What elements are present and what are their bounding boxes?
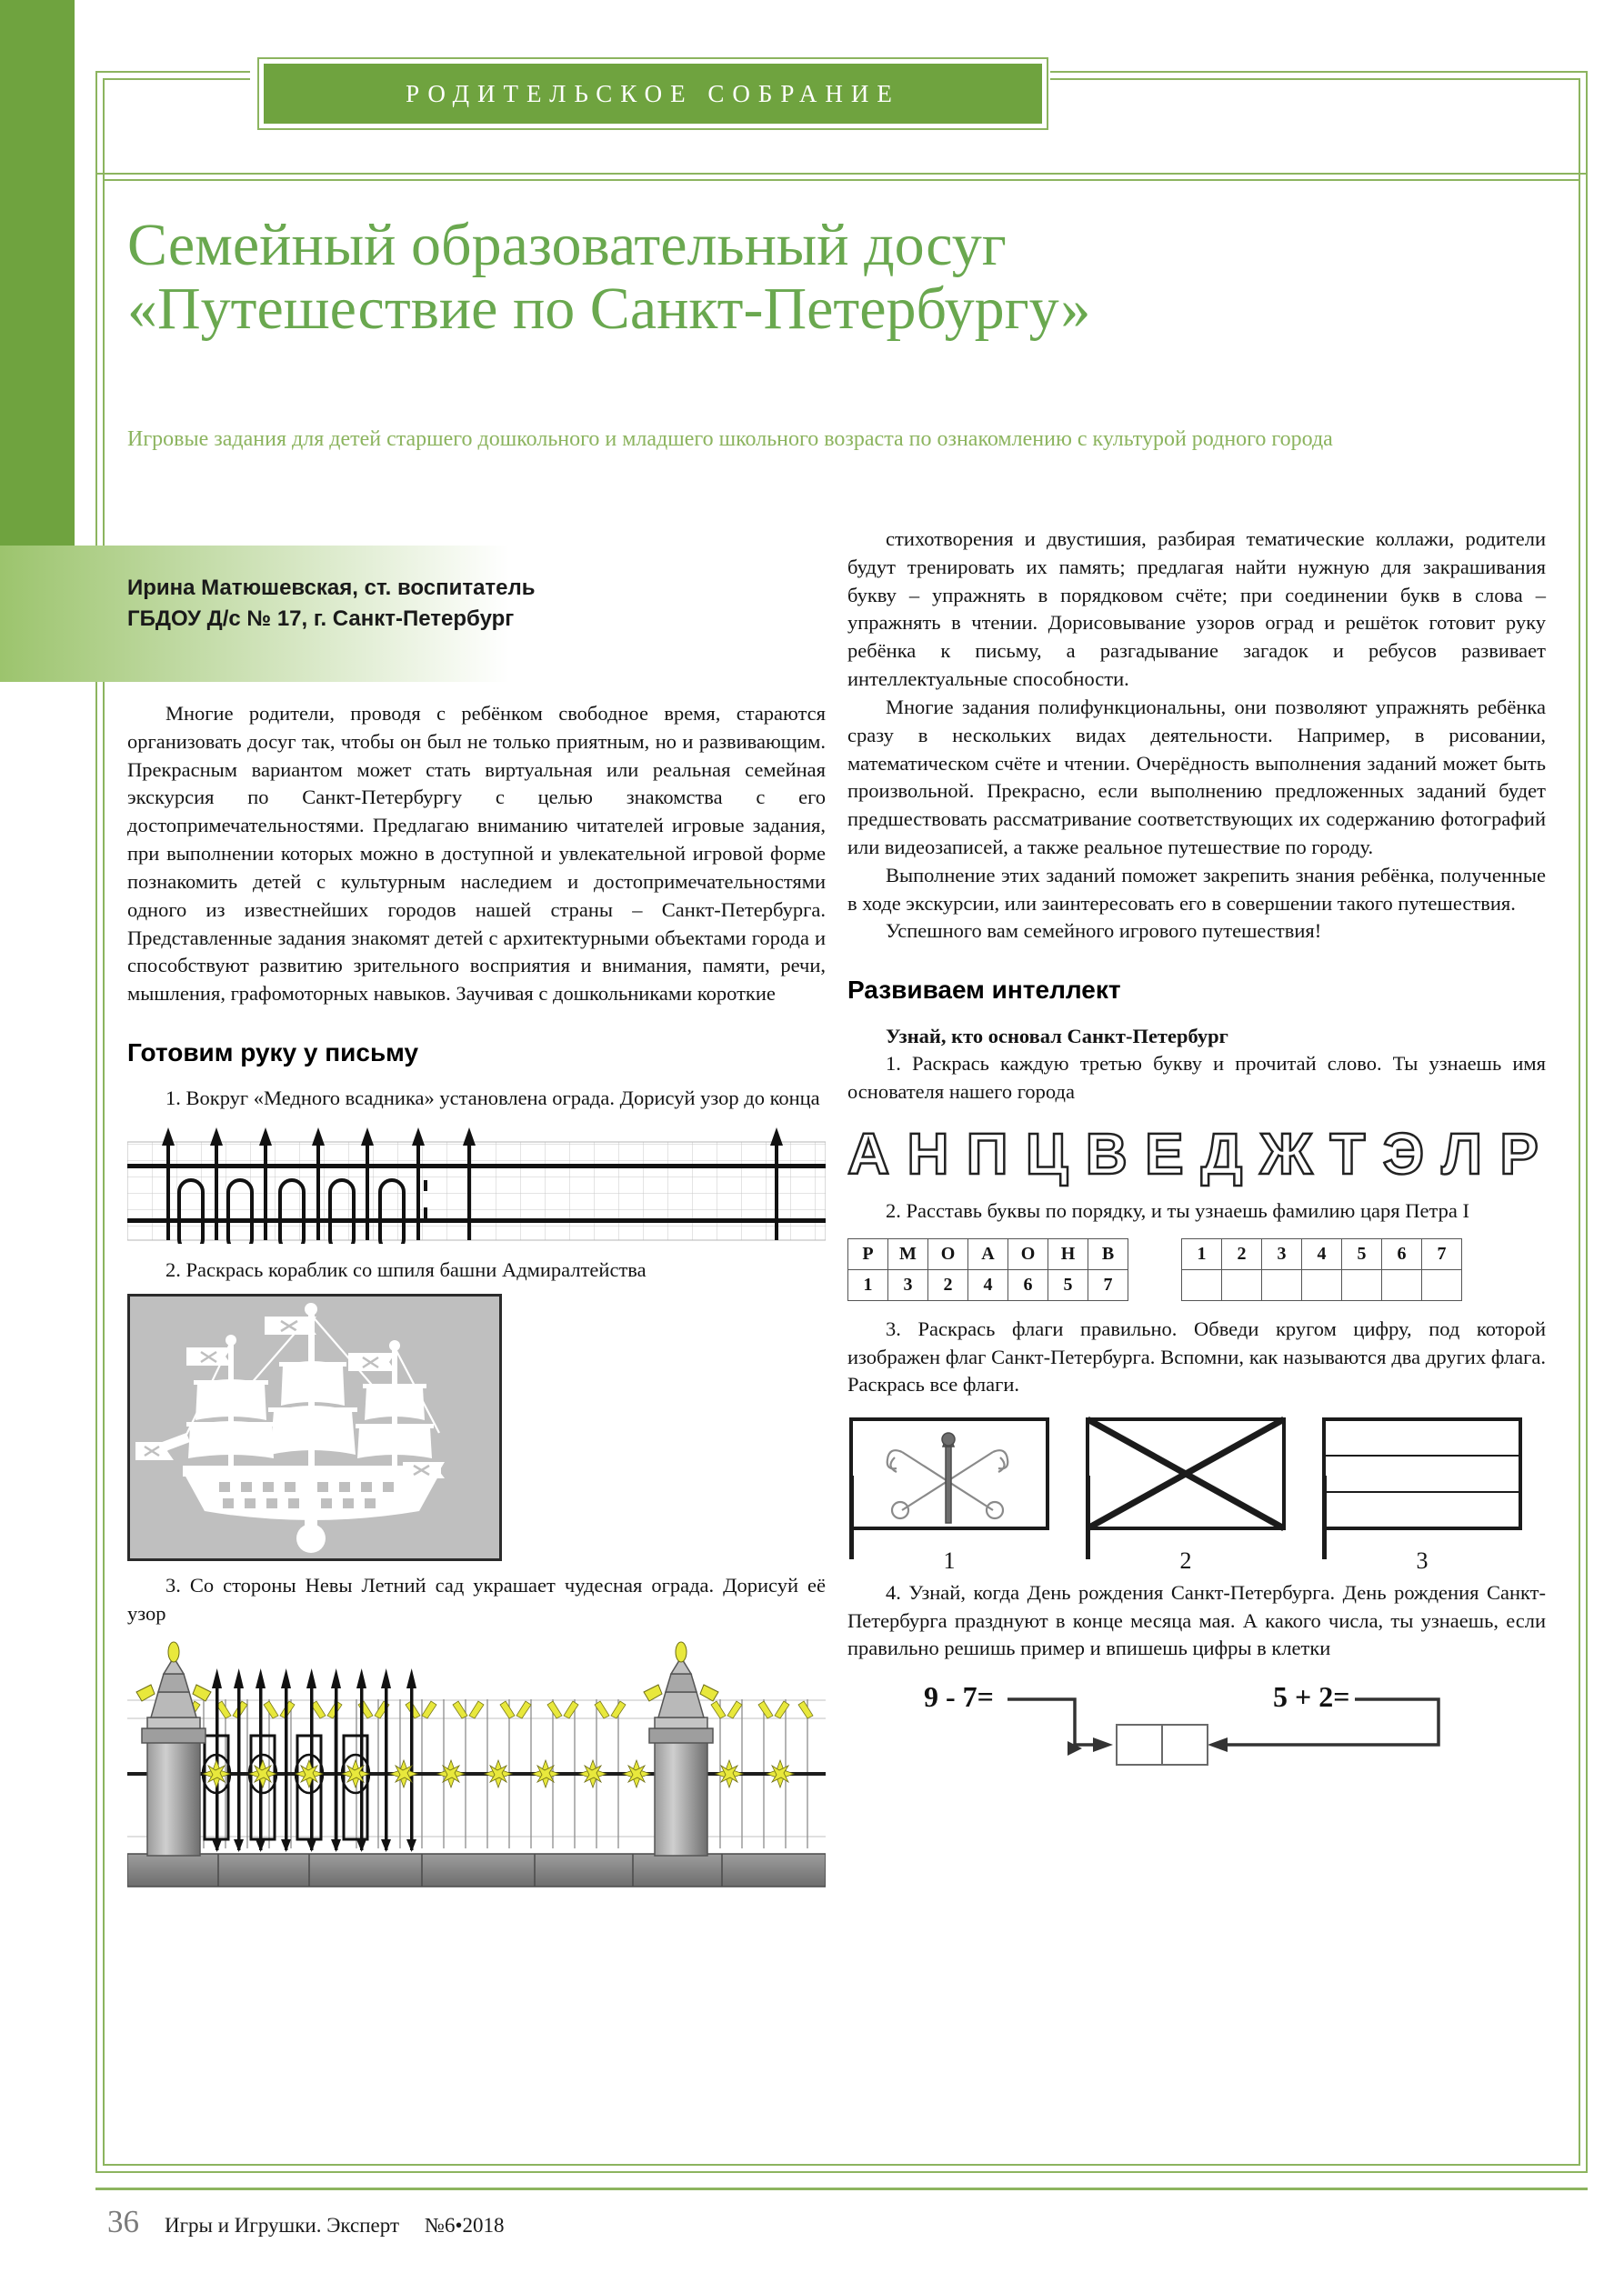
number-cell[interactable]: 3 bbox=[888, 1269, 928, 1300]
outline-letter: Л bbox=[1441, 1120, 1483, 1187]
right-column bbox=[847, 526, 1546, 1777]
math-left-expression: 9 - 7= bbox=[924, 1680, 994, 1714]
answer-cell[interactable] bbox=[1182, 1269, 1222, 1300]
header-rule-outer bbox=[95, 173, 1588, 175]
outline-letter: Т bbox=[1329, 1120, 1366, 1187]
flags-row bbox=[847, 1416, 1546, 1575]
right-paragraph-2: Многие задания полифункциональны, они позволяют упражнять ребёнка сразу в нескольких видах деятельности. Например, в рисовании, математическом счёте и чтении. Очерёдность выполнения заданий может быть произвольной. Прекрасно, если выполнению предложенных заданий будет предшествовать рассматривание соответствующих их содержанию фотографий или видеозаписей, а также реальное путешествие по городу. bbox=[847, 695, 1546, 858]
letters-table bbox=[847, 1238, 1128, 1301]
railing-pillar-left bbox=[136, 1642, 211, 1856]
answer-cell[interactable] bbox=[1222, 1269, 1262, 1300]
author-block bbox=[127, 573, 764, 635]
tricolor-stripes-flag-icon bbox=[1320, 1416, 1524, 1536]
letter-cell[interactable]: Р bbox=[848, 1238, 888, 1269]
section-banner bbox=[257, 57, 1048, 130]
outline-letter: Е bbox=[1144, 1120, 1184, 1187]
letter-cell[interactable]: О bbox=[1008, 1238, 1048, 1269]
answer-cell[interactable] bbox=[1422, 1269, 1462, 1300]
outline-letter: Ц bbox=[1025, 1120, 1068, 1187]
number-cell[interactable]: 5 bbox=[1048, 1269, 1088, 1300]
number-cell[interactable]: 2 bbox=[928, 1269, 968, 1300]
answer-box bbox=[1162, 1725, 1208, 1765]
task-4-right: 4. Узнай, когда День рождения Санкт-Петербурга. День рождения Санкт-Петербурга празднуют в конце месяца мая. А какого числа, ты узнаешь, если правильно решишь пример и впишешь цифры в клетки bbox=[847, 1580, 1546, 1660]
number-cell[interactable]: 2 bbox=[1222, 1238, 1262, 1269]
left-column bbox=[127, 700, 826, 1932]
right-paragraph-1: стихотворения и двустишия, разбирая тематические коллажи, родители будут тренировать их память; предлагая найти нужную для закрашивания букву – упражнять в порядковом счёте; при соединении букв в слова – упражнять в чтении. Дорисовывание узоров оград и решёток готовит руку ребёнка к письму, а разгадывание загадок и ребусов развивает интеллектуальные способности. bbox=[847, 527, 1546, 691]
table-row bbox=[1182, 1269, 1462, 1300]
letter-cell[interactable]: В bbox=[1088, 1238, 1128, 1269]
answer-cell[interactable] bbox=[1302, 1269, 1342, 1300]
number-cell[interactable]: 1 bbox=[848, 1269, 888, 1300]
outline-letter: Э bbox=[1382, 1120, 1425, 1187]
task-2-left: 2. Раскрась кораблик со шпиля башни Адмиралтейства bbox=[165, 1258, 647, 1282]
letter-order-tables bbox=[847, 1238, 1546, 1301]
letter-cell[interactable]: О bbox=[928, 1238, 968, 1269]
number-cell[interactable]: 7 bbox=[1422, 1238, 1462, 1269]
section-heading-intellect: Развиваем интеллект bbox=[847, 976, 1121, 1005]
right-paragraph-3: Выполнение этих заданий поможет закрепить знания ребёнка, полученные в ходе экскурсии, или заинтересовать его в совершении такого путешествия. bbox=[847, 863, 1546, 915]
answer-cell[interactable] bbox=[1382, 1269, 1422, 1300]
flag-item bbox=[1084, 1416, 1288, 1575]
spb-emblem-flag-icon bbox=[847, 1416, 1051, 1536]
answer-table bbox=[1181, 1238, 1462, 1301]
author-affiliation: ГБДОУ Д/с № 17, г. Санкт-Петербург bbox=[127, 606, 515, 632]
outline-letter: Ж bbox=[1259, 1120, 1313, 1187]
answer-box bbox=[1117, 1725, 1162, 1765]
magazine-name: Игры и Игрушки. Эксперт bbox=[165, 2214, 399, 2237]
task-1-right: 1. Раскрась каждую третью букву и прочитай слово. Ты узнаешь имя основателя нашего города bbox=[847, 1052, 1546, 1104]
math-exercise bbox=[847, 1677, 1546, 1777]
task-3-left: 3. Со стороны Невы Летний сад украшает чудесная ограда. Дорисуй её узор bbox=[127, 1573, 826, 1625]
math-right-expression: 5 + 2= bbox=[1273, 1680, 1350, 1714]
footer-rule bbox=[95, 2188, 1588, 2190]
footer bbox=[107, 2204, 505, 2240]
page-number: 36 bbox=[107, 2204, 139, 2239]
outline-letter: А bbox=[847, 1120, 890, 1187]
number-cell[interactable]: 7 bbox=[1088, 1269, 1128, 1300]
outline-letter: Д bbox=[1200, 1120, 1243, 1187]
issue-number: №6•2018 bbox=[425, 2214, 505, 2237]
flag-number: 2 bbox=[1179, 1547, 1192, 1575]
outline-letter: П bbox=[966, 1120, 1008, 1187]
section-heading-handwriting: Готовим руку у письму bbox=[127, 1037, 419, 1066]
page-subtitle: Игровые задания для детей старшего дошкольного и младшего школьного возраста по ознакомлению с культурой родного города bbox=[127, 427, 1333, 451]
table-row bbox=[848, 1238, 1128, 1269]
table-row bbox=[1182, 1238, 1462, 1269]
outline-letter: В bbox=[1085, 1120, 1128, 1187]
number-cell[interactable]: 6 bbox=[1008, 1269, 1048, 1300]
number-cell[interactable]: 1 bbox=[1182, 1238, 1222, 1269]
number-cell[interactable]: 5 bbox=[1342, 1238, 1382, 1269]
subhead-founder: Узнай, кто основал Санкт-Петербург bbox=[886, 1024, 1228, 1047]
summer-garden-railing-image bbox=[127, 1641, 826, 1932]
table-row bbox=[848, 1269, 1128, 1300]
outline-letter: Р bbox=[1499, 1120, 1539, 1187]
task-2-right: 2. Расставь буквы по порядку, и ты узнаешь фамилию царя Петра I bbox=[886, 1198, 1469, 1222]
page-title bbox=[127, 214, 1546, 341]
letter-cell[interactable]: А bbox=[968, 1238, 1008, 1269]
right-paragraph-4: Успешного вам семейного игрового путешествия! bbox=[886, 919, 1322, 943]
number-cell[interactable]: 3 bbox=[1262, 1238, 1302, 1269]
page-title-line2: «Путешествие по Санкт-Петербургу» bbox=[127, 275, 1091, 342]
outline-letters-row bbox=[847, 1120, 1539, 1187]
railing-pillar-right bbox=[644, 1642, 718, 1856]
flag-item bbox=[1320, 1416, 1524, 1575]
answer-cell[interactable] bbox=[1342, 1269, 1382, 1300]
number-cell[interactable]: 4 bbox=[1302, 1238, 1342, 1269]
saltire-cross-flag-icon bbox=[1084, 1416, 1288, 1536]
author-name: Ирина Матюшевская, ст. воспитатель bbox=[127, 576, 536, 600]
outline-letter: Н bbox=[907, 1120, 949, 1187]
flag-number: 1 bbox=[943, 1547, 956, 1575]
letter-cell[interactable]: М bbox=[888, 1238, 928, 1269]
number-cell[interactable]: 4 bbox=[968, 1269, 1008, 1300]
task-1-left: 1. Вокруг «Медного всадника» установлена ограда. Дорисуй узор до конца bbox=[165, 1086, 820, 1110]
letter-cell[interactable]: Н bbox=[1048, 1238, 1088, 1269]
railing-pattern-exercise bbox=[127, 1127, 826, 1244]
flag-number: 3 bbox=[1416, 1547, 1429, 1575]
page-title-line1: Семейный образовательный досуг bbox=[127, 212, 1007, 278]
answer-cell[interactable] bbox=[1262, 1269, 1302, 1300]
banner-label: РОДИТЕЛЬСКОЕ СОБРАНИЕ bbox=[406, 79, 900, 107]
header-rule-inner bbox=[103, 179, 1580, 181]
task-3-right: 3. Раскрась флаги правильно. Обведи кругом цифру, под которой изображен флаг Санкт-Петербурга. Вспомни, как называются два других флага. Раскрась все флаги. bbox=[847, 1317, 1546, 1397]
flag-item bbox=[847, 1416, 1051, 1575]
left-intro-paragraph: Многие родители, проводя с ребёнком свободное время, стараются организовать досуг так, чтобы он был не только приятным, но и развивающим. Прекрасным вариантом может стать виртуальная или реальная семейная экскурсия по Санкт-Петербургу с целью знакомства с его достопримечательностями. Предлагаю вниманию читателей игровые задания, при выполнении которых можно в доступной и увлекательной игровой форме познакомить детей с культурным наследием и достопримечательностями одного из известнейших городов нашей страны – Санкт-Петербурга. Представленные задания знакомят детей с архитектурными объектами города и способствуют развитию зрительного восприятия и внимания, памяти, речи, мышления, графомоторных навыков. Заучивая с дошкольниками короткие bbox=[127, 702, 826, 1006]
number-cell[interactable]: 6 bbox=[1382, 1238, 1422, 1269]
admiralty-ship-image bbox=[127, 1294, 502, 1561]
